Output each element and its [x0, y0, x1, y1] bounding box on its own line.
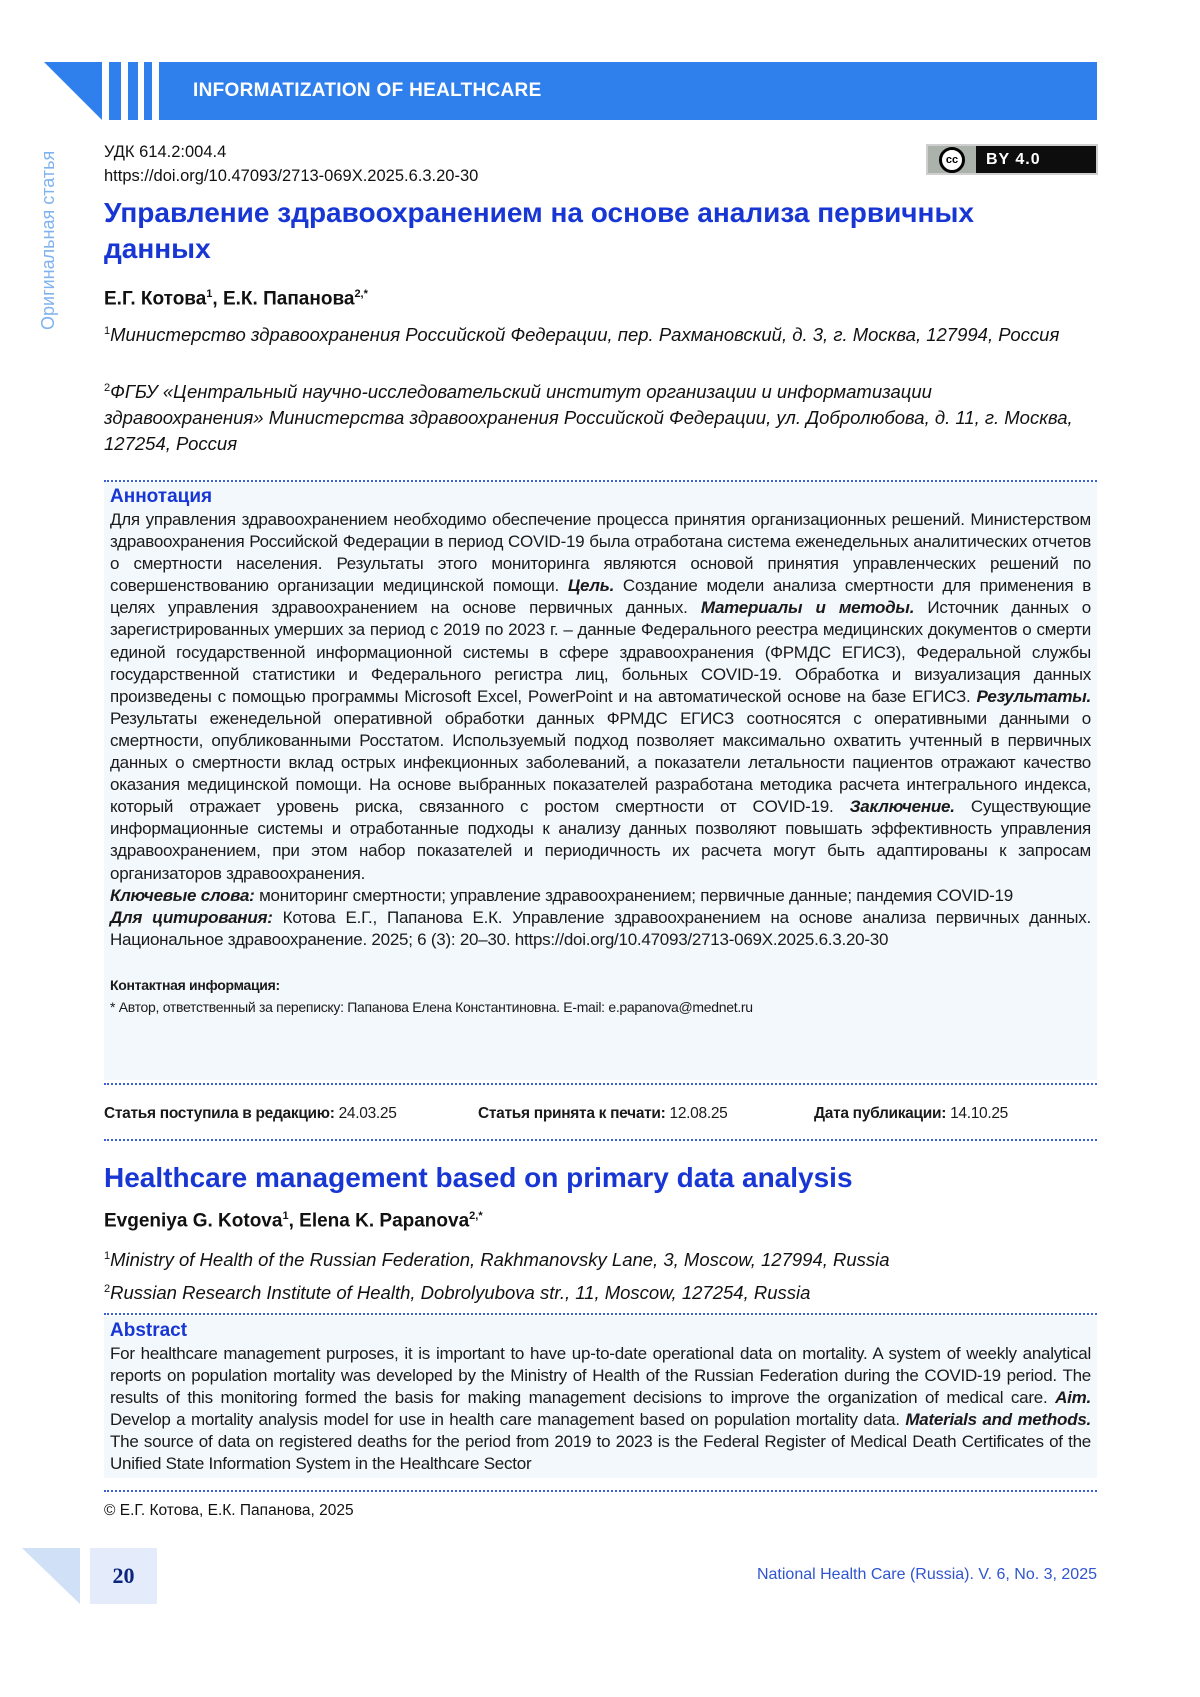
cc-license-badge[interactable] — [926, 144, 1098, 175]
journal-citation: National Health Care (Russia). V. 6, No. 3, 2025 — [756, 1566, 1097, 1583]
methods-label: Materials and methods. — [905, 1410, 1092, 1430]
abstract-text-en — [110, 1343, 1091, 1476]
contact-heading: Контактная информация: — [110, 976, 280, 993]
header-stripe — [109, 62, 121, 120]
authors-en: Evgeniya G. Kotova$^1$, Elena K. Papanova$^{2,*}$ — [104, 1210, 483, 1232]
date-published-value: 14.10.25 — [946, 1105, 1009, 1122]
affiliation-en-2 — [104, 1276, 1094, 1306]
author-sup: 2,* — [354, 288, 368, 300]
affiliation-sup: 2 — [104, 1283, 111, 1295]
header-stripe — [128, 62, 138, 120]
affiliation-sup: 1 — [104, 1250, 111, 1262]
doi-link[interactable]: https://doi.org/10.47093/2713-069X.2025.6.3.20-30 — [104, 167, 479, 185]
divider — [104, 1313, 1097, 1315]
license-label: BY 4.0 — [986, 150, 1041, 168]
abstract-box-ru — [104, 482, 1097, 1080]
abstract-heading-ru: Аннотация — [110, 486, 213, 507]
divider — [104, 1490, 1097, 1492]
contact-text: * Автор, ответственный за переписку: Папанова Елена Константиновна. E-mail: e.papanova@mednet.ru — [110, 998, 753, 1015]
keywords-text: мониторинг смертности; управление здравоохранением; первичные данные; пандемия COVID-19 — [254, 885, 1013, 905]
date-accepted — [478, 1105, 727, 1123]
abstract-intro: Для управления здравоохранением необходимо обеспечение процесса принятия организационных решений. Министерством здравоохранения Российской Федерации в период COVID-19 была отработана система еженедельных аналитических отчетов о смертности населения. Результаты этого мониторинга являются основой принятия управленческих решений по совершенствованию организации медицинской помощи. — [110, 510, 1091, 596]
date-accepted-label: Статья принята к печати: — [478, 1105, 666, 1122]
author-sup: 2,* — [469, 1210, 483, 1222]
aim-text: Создание модели анализа смертности для применения в целях управления здравоохранением на основе первичных данных. — [110, 576, 1091, 618]
affiliation-text: Министерство здравоохранения Российской Федерации, пер. Рахмановский, д. 3, г. Москва, 127994, Россия — [110, 324, 1060, 346]
date-received-value: 24.03.25 — [334, 1105, 397, 1122]
affiliation-sup: 1 — [104, 325, 111, 337]
abstract-box-en — [104, 1316, 1097, 1478]
aim-label: Цель. — [567, 576, 615, 596]
aim-label: Aim. — [1055, 1388, 1091, 1408]
authors-ru: Е.Г. Котова$^1$, Е.К. Папанова$^{2,*}$ — [104, 288, 368, 310]
date-received — [104, 1105, 397, 1123]
author-name: Elena K. Papanova — [299, 1210, 470, 1232]
conclusion-label: Заключение. — [849, 797, 955, 817]
keywords-label: Ключевые слова: — [110, 885, 255, 905]
conclusion-text: Существующие информационные системы и отработанные подходы к анализу данных позволяют повышать эффективность управления здравоохранением, при этом набор показателей и периодичность их расчета могут быть адаптированы к запросам организаторов здравоохранения. — [110, 797, 1091, 883]
date-published — [814, 1105, 1008, 1123]
results-label: Результаты. — [976, 686, 1091, 706]
section-title: INFORMATIZATION OF HEALTHCARE — [193, 80, 542, 101]
author-sup: 1 — [206, 288, 213, 300]
date-accepted-value: 12.08.25 — [665, 1105, 728, 1122]
citation — [110, 907, 1091, 951]
methods-label: Материалы и методы. — [700, 598, 915, 618]
article-type-label: Оригинальная статья — [38, 150, 58, 330]
methods-text: Источник данных о зарегистрированных умерших за период с 2019 по 2023 г. – данные Федерального реестра медицинских документов о смерти единой государственной информационной системы в сфере здравоохранения (ФРМДС ЕГИСЗ), Федеральной службы государственной статистики и Федерального регистра лиц, больных COVID-19. Обработка и визуализация данных произведены с помощью программы Microsoft Excel, PowerPoint и на автоматической основе на базе ЕГИСЗ. — [110, 598, 1091, 706]
cc-icon-area — [928, 146, 976, 173]
affiliation-text: Russian Research Institute of Health, Dobrolyubova str., 11, Moscow, 127254, Russia — [110, 1282, 811, 1304]
affiliation-ru-1 — [104, 318, 1094, 348]
article-title-ru: Управление здравоохранением на основе анализа первичных данных — [104, 197, 974, 264]
udk-code: УДК 614.2:004.4 — [104, 143, 227, 161]
footer-triangle-decoration — [22, 1548, 80, 1604]
article-title-en: Healthcare management based on primary data analysis — [104, 1162, 853, 1193]
citation-text: Котова Е.Г., Папанова Е.К. Управление здравоохранением на основе анализа первичных данных. Национальное здравоохранение. 2025; 6 (3): 20–30. https://doi.org/10.47093/2713-069X.2025.6.3.20-30 — [110, 907, 1091, 949]
copyright: © Е.Г. Котова, Е.К. Папанова, 2025 — [104, 1502, 354, 1519]
date-published-label: Дата публикации: — [814, 1105, 947, 1122]
affiliation-text: Ministry of Health of the Russian Federation, Rakhmanovsky Lane, 3, Moscow, 127994, Russia — [110, 1249, 890, 1271]
author-name: Evgeniya G. Kotova — [104, 1210, 283, 1232]
date-received-label: Статья поступила в редакцию: — [104, 1105, 335, 1122]
methods-text: The source of data on registered deaths for the period from 2019 to 2023 is the Federal Register of Medical Death Certificates of the Unified State Information System in the Healthcare Sector — [110, 1432, 1091, 1474]
abstract-text-ru — [110, 509, 1091, 885]
keywords — [110, 885, 1091, 907]
affiliation-sup: 2 — [104, 382, 111, 394]
divider — [104, 1139, 1097, 1141]
page-number: 20 — [90, 1548, 157, 1604]
aim-text: Develop a mortality analysis model for use in health care management based on population mortality data. — [110, 1410, 906, 1430]
header-triangle-decoration — [44, 62, 102, 120]
affiliation-text: ФГБУ «Центральный научно-исследовательский институт организации и информатизации здравоохранения» Министерства здравоохранения Российской Федерации, ул. Добролюбова, д. 11, г. Москва, 127254, Россия — [104, 381, 1073, 455]
header-stripe — [144, 62, 152, 120]
cc-icon: cc — [939, 147, 965, 173]
abstract-intro: For healthcare management purposes, it is important to have up-to-date operational data on mortality. A system of weekly analytical reports on population mortality was developed by the Ministry of Health of the Russian Federation during the COVID-19 period. The results of this monitoring formed the basis for making management decisions to improve the organization of medical care. — [110, 1344, 1091, 1408]
results-text: Результаты еженедельной оперативной обработки данных ФРМДС ЕГИСЗ соотносятся с оперативными данными о смертности, опубликованными Росстатом. Используемый подход позволяет максимально охватить учтенный в первичных данных о смертности вклад острых инфекционных заболеваний, а показатели летальности пациентов отражают качество оказания медицинской помощи. На основе выбранных показателей разработана методика расчета интегрального индекса, который отражает уровень риска, связанного с ростом смертности от COVID-19. — [110, 708, 1091, 817]
affiliation-en-1 — [104, 1243, 1094, 1273]
abstract-heading-en: Abstract — [110, 1320, 188, 1341]
citation-label: Для цитирования: — [110, 907, 273, 927]
author-name: Е.Г. Котова — [104, 288, 207, 310]
affiliation-ru-2 — [104, 375, 1094, 457]
divider — [104, 1083, 1097, 1085]
author-sup: 1 — [282, 1210, 289, 1222]
author-name: Е.К. Папанова — [222, 288, 355, 310]
